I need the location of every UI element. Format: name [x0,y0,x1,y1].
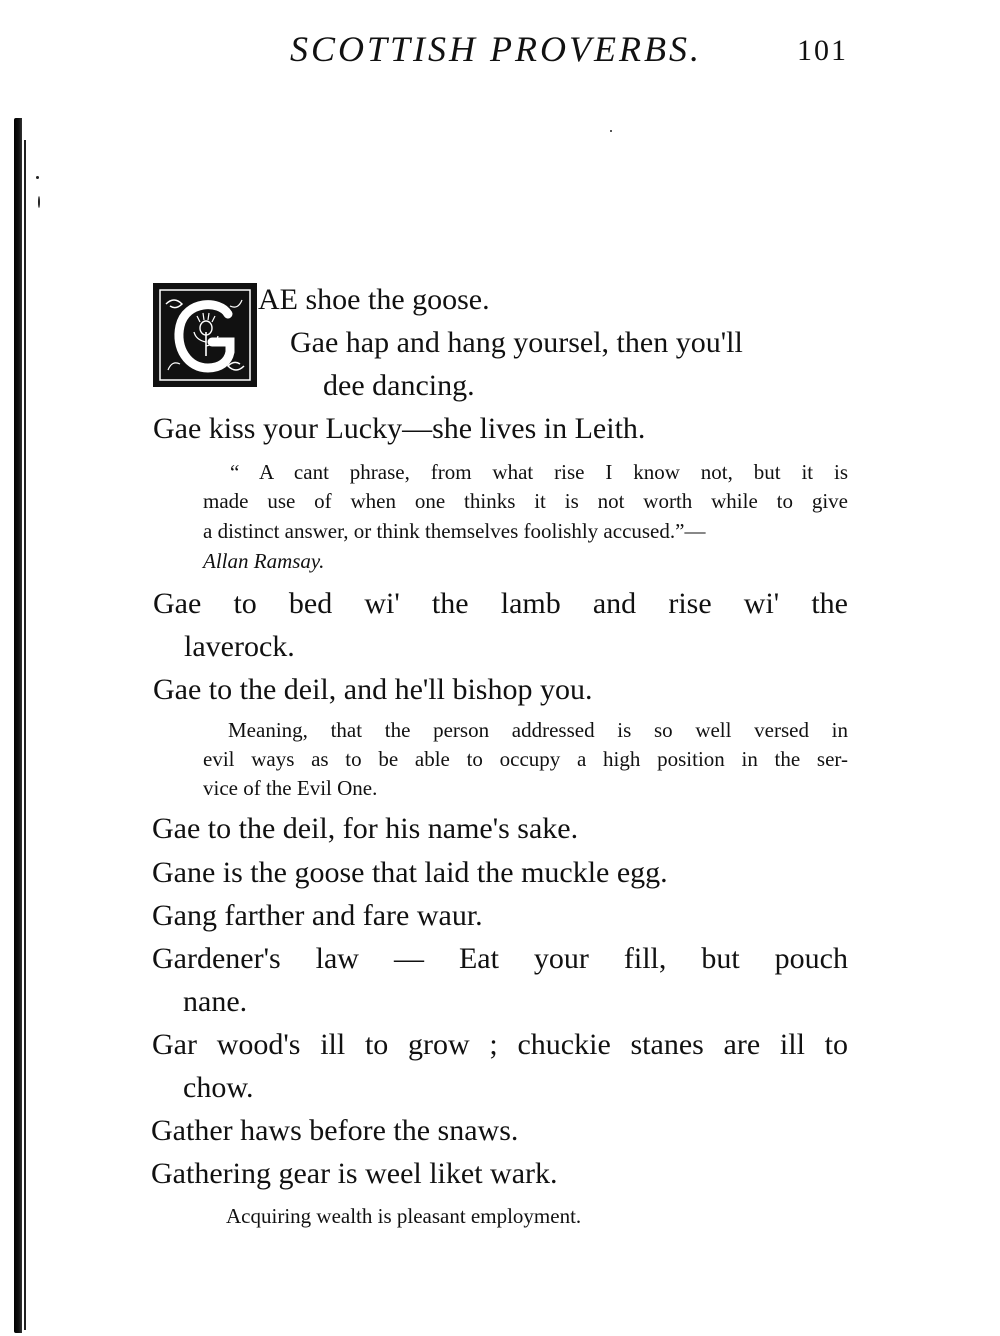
proverb-continuation: nane. [183,985,248,1018]
binding-edge [14,118,22,1333]
proverb-line: Gather haws before the snaws. [151,1114,519,1147]
proverb-line: Gane is the goose that laid the muckle egg. [152,856,668,889]
commentary-line: evil ways as to be able to occupy a high position in the ser- [203,747,848,771]
commentary-line: Meaning, that the person addressed is so well versed in [228,718,848,742]
scan-speck [38,196,40,208]
proverb-line: Gae to the deil, and he'll bishop you. [153,673,593,706]
proverb-line: AE shoe the goose. [258,283,490,316]
proverb-line: Gathering gear is weel liket wark. [151,1157,558,1190]
proverb-continuation: dee dancing. [323,369,475,402]
commentary-attribution: Allan Ramsay. [203,549,325,573]
binding-shadow [24,140,26,1330]
proverb-line: Gae hap and hang yoursel, then you'll [290,326,743,359]
scan-speck [610,130,612,132]
commentary-line: made use of when one thinks it is not worth while to give [203,489,848,513]
proverb-line: Gae to the deil, for his name's sake. [152,812,579,845]
proverb-line: Gardener's law — Eat your fill, but pouch [152,942,848,975]
proverb-continuation: laverock. [184,630,295,663]
page-number: 101 [797,34,848,67]
scan-speck [36,176,39,179]
proverb-line: Gang farther and fare waur. [152,899,483,932]
proverb-line: Gar wood's ill to grow ; chuckie stanes are ill to [152,1028,848,1061]
commentary-line: Acquiring wealth is pleasant employment. [226,1204,582,1228]
proverb-line: Gae kiss your Lucky—she lives in Leith. [153,412,646,445]
commentary-line: vice of the Evil One. [203,776,378,800]
decorated-initial-g [153,283,257,387]
commentary-line: a distinct answer, or think themselves foolishly accused.”— [203,519,706,543]
running-head: SCOTTISH PROVERBS. [290,29,702,69]
proverb-continuation: chow. [183,1071,254,1104]
thistle-ornament-icon [156,286,254,384]
commentary-line: “ A cant phrase, from what rise I know not, but it is [230,460,848,484]
proverb-line: Gae to bed wi' the lamb and rise wi' the [153,587,848,620]
